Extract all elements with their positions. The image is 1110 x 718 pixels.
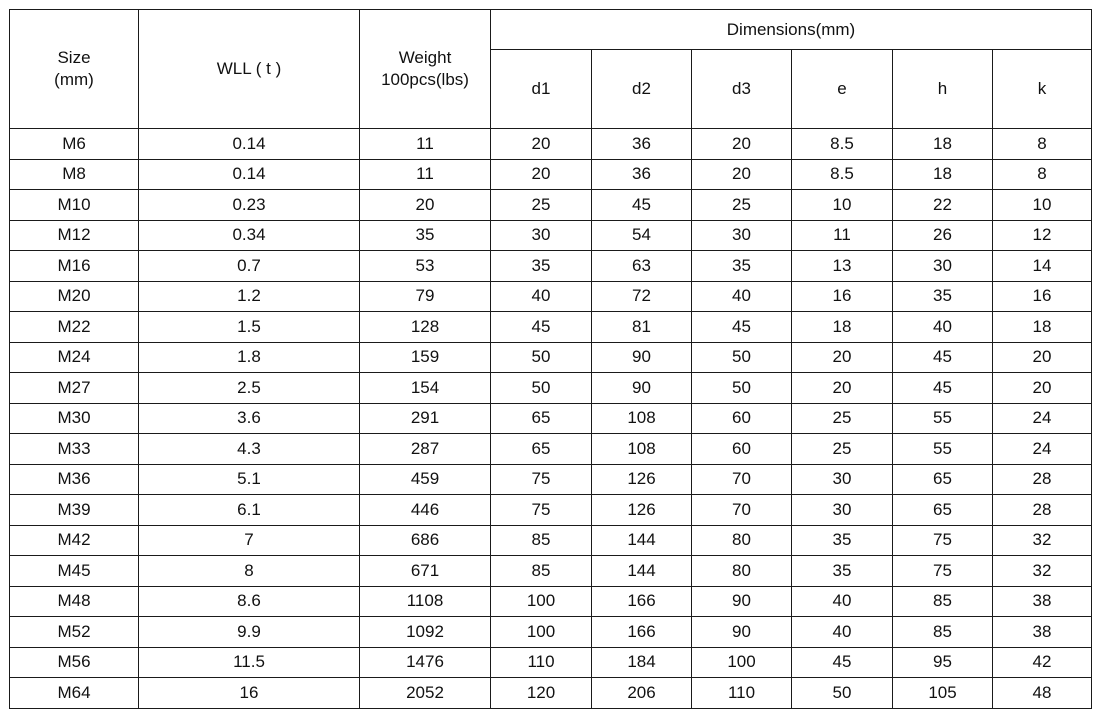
cell-k: 20 [993, 373, 1092, 404]
cell-d1: 85 [491, 525, 592, 556]
cell-size: M45 [10, 556, 139, 587]
cell-weight: 1476 [360, 647, 491, 678]
cell-d3: 50 [692, 342, 792, 373]
cell-e: 35 [792, 556, 893, 587]
header-d2: d2 [592, 50, 692, 129]
cell-size: M16 [10, 251, 139, 282]
cell-d1: 35 [491, 251, 592, 282]
cell-size: M48 [10, 586, 139, 617]
cell-wll: 0.14 [139, 159, 360, 190]
cell-size: M12 [10, 220, 139, 251]
cell-h: 45 [893, 342, 993, 373]
cell-d1: 65 [491, 403, 592, 434]
cell-d3: 90 [692, 617, 792, 648]
cell-d1: 40 [491, 281, 592, 312]
cell-d2: 54 [592, 220, 692, 251]
cell-weight: 53 [360, 251, 491, 282]
cell-wll: 6.1 [139, 495, 360, 526]
cell-wll: 7 [139, 525, 360, 556]
cell-d2: 166 [592, 586, 692, 617]
cell-d3: 25 [692, 190, 792, 221]
header-size [10, 10, 139, 129]
cell-k: 16 [993, 281, 1092, 312]
cell-d2: 206 [592, 678, 692, 709]
header-size-line1: Size [57, 48, 91, 67]
cell-h: 85 [893, 617, 993, 648]
cell-d2: 166 [592, 617, 692, 648]
header-weight-line1: Weight [398, 48, 452, 67]
table-row [10, 190, 1092, 221]
cell-d3: 80 [692, 556, 792, 587]
cell-d2: 144 [592, 556, 692, 587]
cell-size: M30 [10, 403, 139, 434]
cell-d1: 30 [491, 220, 592, 251]
table-row [10, 434, 1092, 465]
cell-d2: 108 [592, 434, 692, 465]
cell-h: 18 [893, 159, 993, 190]
cell-h: 35 [893, 281, 993, 312]
cell-d3: 20 [692, 129, 792, 160]
cell-d3: 70 [692, 464, 792, 495]
cell-d2: 36 [592, 159, 692, 190]
table-row [10, 281, 1092, 312]
cell-wll: 5.1 [139, 464, 360, 495]
table-row [10, 342, 1092, 373]
cell-wll: 9.9 [139, 617, 360, 648]
cell-e: 40 [792, 586, 893, 617]
cell-e: 10 [792, 190, 893, 221]
cell-k: 20 [993, 342, 1092, 373]
cell-weight: 446 [360, 495, 491, 526]
cell-d3: 50 [692, 373, 792, 404]
cell-k: 38 [993, 617, 1092, 648]
header-size-line2: (mm) [54, 70, 94, 89]
cell-h: 65 [893, 464, 993, 495]
cell-wll: 0.23 [139, 190, 360, 221]
cell-k: 8 [993, 159, 1092, 190]
cell-size: M52 [10, 617, 139, 648]
cell-d1: 50 [491, 373, 592, 404]
table-row [10, 159, 1092, 190]
header-e: e [792, 50, 893, 129]
cell-wll: 11.5 [139, 647, 360, 678]
cell-d1: 20 [491, 159, 592, 190]
cell-d3: 60 [692, 403, 792, 434]
cell-k: 48 [993, 678, 1092, 709]
cell-h: 55 [893, 434, 993, 465]
header-d1: d1 [491, 50, 592, 129]
cell-d2: 90 [592, 373, 692, 404]
cell-weight: 128 [360, 312, 491, 343]
cell-wll: 1.5 [139, 312, 360, 343]
cell-h: 55 [893, 403, 993, 434]
cell-weight: 79 [360, 281, 491, 312]
header-h: h [893, 50, 993, 129]
cell-e: 16 [792, 281, 893, 312]
cell-weight: 291 [360, 403, 491, 434]
cell-wll: 1.8 [139, 342, 360, 373]
header-d3: d3 [692, 50, 792, 129]
cell-weight: 1108 [360, 586, 491, 617]
cell-size: M36 [10, 464, 139, 495]
cell-e: 20 [792, 342, 893, 373]
cell-d2: 72 [592, 281, 692, 312]
cell-k: 24 [993, 403, 1092, 434]
cell-size: M33 [10, 434, 139, 465]
cell-d1: 65 [491, 434, 592, 465]
cell-d2: 81 [592, 312, 692, 343]
cell-k: 8 [993, 129, 1092, 160]
cell-h: 75 [893, 556, 993, 587]
cell-e: 45 [792, 647, 893, 678]
cell-weight: 2052 [360, 678, 491, 709]
cell-size: M39 [10, 495, 139, 526]
header-wll: WLL ( t ) [139, 10, 360, 129]
cell-d3: 35 [692, 251, 792, 282]
cell-size: M22 [10, 312, 139, 343]
cell-d1: 45 [491, 312, 592, 343]
cell-weight: 671 [360, 556, 491, 587]
cell-wll: 8 [139, 556, 360, 587]
cell-k: 42 [993, 647, 1092, 678]
header-weight [360, 10, 491, 129]
cell-e: 13 [792, 251, 893, 282]
cell-d3: 100 [692, 647, 792, 678]
cell-h: 26 [893, 220, 993, 251]
table-row [10, 373, 1092, 404]
cell-d3: 60 [692, 434, 792, 465]
cell-e: 11 [792, 220, 893, 251]
cell-k: 32 [993, 556, 1092, 587]
cell-weight: 287 [360, 434, 491, 465]
cell-k: 28 [993, 495, 1092, 526]
cell-d1: 120 [491, 678, 592, 709]
cell-h: 30 [893, 251, 993, 282]
table-row [10, 129, 1092, 160]
cell-h: 22 [893, 190, 993, 221]
cell-k: 28 [993, 464, 1092, 495]
cell-d3: 70 [692, 495, 792, 526]
cell-wll: 16 [139, 678, 360, 709]
cell-d1: 75 [491, 464, 592, 495]
cell-h: 95 [893, 647, 993, 678]
cell-h: 65 [893, 495, 993, 526]
cell-e: 25 [792, 403, 893, 434]
table-body [10, 129, 1092, 709]
cell-d3: 40 [692, 281, 792, 312]
cell-d2: 108 [592, 403, 692, 434]
cell-k: 10 [993, 190, 1092, 221]
table-header [10, 10, 1092, 129]
cell-wll: 4.3 [139, 434, 360, 465]
cell-h: 75 [893, 525, 993, 556]
cell-size: M10 [10, 190, 139, 221]
cell-d3: 90 [692, 586, 792, 617]
cell-d1: 25 [491, 190, 592, 221]
header-weight-line2: 100pcs(lbs) [381, 70, 469, 89]
table-row [10, 556, 1092, 587]
cell-d3: 80 [692, 525, 792, 556]
cell-weight: 11 [360, 129, 491, 160]
specification-table [9, 9, 1092, 709]
cell-e: 30 [792, 464, 893, 495]
cell-weight: 159 [360, 342, 491, 373]
cell-d1: 50 [491, 342, 592, 373]
cell-h: 85 [893, 586, 993, 617]
cell-h: 18 [893, 129, 993, 160]
cell-d2: 184 [592, 647, 692, 678]
cell-weight: 20 [360, 190, 491, 221]
cell-weight: 11 [360, 159, 491, 190]
cell-d3: 110 [692, 678, 792, 709]
cell-wll: 1.2 [139, 281, 360, 312]
cell-d2: 144 [592, 525, 692, 556]
cell-size: M64 [10, 678, 139, 709]
cell-h: 45 [893, 373, 993, 404]
cell-wll: 0.14 [139, 129, 360, 160]
cell-e: 40 [792, 617, 893, 648]
cell-h: 40 [893, 312, 993, 343]
cell-size: M8 [10, 159, 139, 190]
cell-weight: 686 [360, 525, 491, 556]
header-row-top [10, 10, 1092, 50]
cell-wll: 0.7 [139, 251, 360, 282]
cell-h: 105 [893, 678, 993, 709]
cell-d2: 126 [592, 495, 692, 526]
cell-d2: 126 [592, 464, 692, 495]
table-row [10, 617, 1092, 648]
cell-k: 32 [993, 525, 1092, 556]
table-row [10, 495, 1092, 526]
table-row [10, 464, 1092, 495]
cell-k: 12 [993, 220, 1092, 251]
cell-d1: 75 [491, 495, 592, 526]
cell-k: 38 [993, 586, 1092, 617]
cell-size: M20 [10, 281, 139, 312]
cell-d3: 45 [692, 312, 792, 343]
cell-d3: 30 [692, 220, 792, 251]
cell-weight: 154 [360, 373, 491, 404]
table-row [10, 647, 1092, 678]
cell-d1: 85 [491, 556, 592, 587]
cell-e: 35 [792, 525, 893, 556]
cell-d2: 45 [592, 190, 692, 221]
table-row [10, 678, 1092, 709]
table-row [10, 312, 1092, 343]
cell-size: M27 [10, 373, 139, 404]
cell-d2: 90 [592, 342, 692, 373]
header-dimensions: Dimensions(mm) [491, 10, 1092, 50]
cell-e: 50 [792, 678, 893, 709]
cell-k: 18 [993, 312, 1092, 343]
cell-weight: 1092 [360, 617, 491, 648]
cell-d3: 20 [692, 159, 792, 190]
table-row [10, 403, 1092, 434]
cell-d1: 110 [491, 647, 592, 678]
cell-size: M6 [10, 129, 139, 160]
cell-size: M42 [10, 525, 139, 556]
table-row [10, 586, 1092, 617]
cell-d1: 100 [491, 617, 592, 648]
table-row [10, 525, 1092, 556]
table-row [10, 220, 1092, 251]
cell-size: M24 [10, 342, 139, 373]
cell-e: 18 [792, 312, 893, 343]
cell-k: 14 [993, 251, 1092, 282]
cell-e: 25 [792, 434, 893, 465]
cell-wll: 8.6 [139, 586, 360, 617]
cell-d1: 20 [491, 129, 592, 160]
cell-e: 8.5 [792, 129, 893, 160]
cell-wll: 3.6 [139, 403, 360, 434]
cell-size: M56 [10, 647, 139, 678]
cell-wll: 2.5 [139, 373, 360, 404]
cell-e: 20 [792, 373, 893, 404]
cell-d1: 100 [491, 586, 592, 617]
table-row [10, 251, 1092, 282]
cell-wll: 0.34 [139, 220, 360, 251]
cell-weight: 459 [360, 464, 491, 495]
cell-weight: 35 [360, 220, 491, 251]
cell-d2: 36 [592, 129, 692, 160]
cell-e: 8.5 [792, 159, 893, 190]
header-k: k [993, 50, 1092, 129]
cell-d2: 63 [592, 251, 692, 282]
cell-k: 24 [993, 434, 1092, 465]
cell-e: 30 [792, 495, 893, 526]
